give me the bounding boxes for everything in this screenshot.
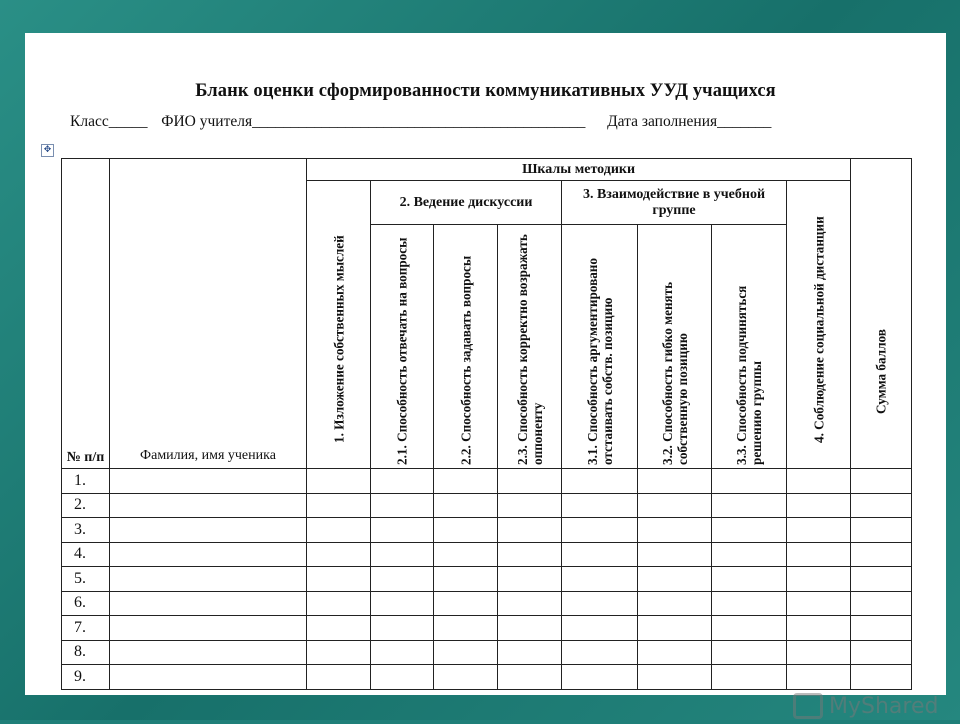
table-cell[interactable] [434, 591, 498, 616]
table-cell[interactable] [851, 591, 912, 616]
header-sum: Сумма баллов [851, 159, 912, 469]
table-cell[interactable] [562, 493, 638, 518]
table-row [62, 542, 912, 567]
table-cell[interactable] [638, 665, 712, 690]
table-cell[interactable] [371, 493, 434, 518]
table-cell[interactable] [307, 665, 371, 690]
table-cell[interactable] [371, 665, 434, 690]
table-cell[interactable] [110, 469, 307, 494]
header-col-4: 4. Соблюдение социальной дистанции [787, 181, 851, 469]
table-row [62, 518, 912, 543]
header-group-3: 3. Взаимодействие в учебной группе [562, 181, 787, 225]
table-cell[interactable] [638, 469, 712, 494]
table-cell[interactable] [851, 567, 912, 592]
header-student-name: Фамилия, имя ученика [110, 159, 307, 469]
table-cell[interactable] [434, 665, 498, 690]
table-cell[interactable] [787, 518, 851, 543]
table-cell[interactable] [851, 640, 912, 665]
teacher-field: ФИО учителя___________________________________________ [161, 113, 586, 130]
header-group-2: 2. Ведение дискуссии [371, 181, 562, 225]
row-number: 8. [62, 640, 110, 665]
table-row [62, 567, 912, 592]
table-cell[interactable] [307, 640, 371, 665]
table-cell[interactable] [307, 542, 371, 567]
table-cell[interactable] [434, 567, 498, 592]
date-field: Дата заполнения_______ [607, 113, 772, 130]
table-cell[interactable] [110, 591, 307, 616]
table-row [62, 469, 912, 494]
header-col-3-2: 3.2. Способность гибко менять собственную позицию [638, 225, 712, 469]
row-number: 6. [62, 591, 110, 616]
table-cell[interactable] [712, 493, 787, 518]
table-cell[interactable] [498, 493, 562, 518]
table-cell[interactable] [562, 665, 638, 690]
table-cell[interactable] [638, 616, 712, 641]
row-number: 9. [62, 665, 110, 690]
table-cell[interactable] [371, 567, 434, 592]
table-cell[interactable] [498, 542, 562, 567]
table-cell[interactable] [371, 591, 434, 616]
table-row [62, 665, 912, 690]
table-cell[interactable] [371, 518, 434, 543]
table-row [62, 591, 912, 616]
table-cell[interactable] [787, 469, 851, 494]
table-cell[interactable] [434, 469, 498, 494]
table-cell[interactable] [371, 542, 434, 567]
table-cell[interactable] [371, 469, 434, 494]
table-cell[interactable] [498, 518, 562, 543]
table-cell[interactable] [562, 542, 638, 567]
document-page [25, 33, 946, 719]
table-cell[interactable] [712, 616, 787, 641]
table-cell[interactable] [307, 518, 371, 543]
table-cell[interactable] [638, 591, 712, 616]
row-number: 7. [62, 616, 110, 641]
header-scales: Шкалы методики [307, 159, 851, 181]
table-cell[interactable] [434, 616, 498, 641]
table-cell[interactable] [498, 640, 562, 665]
table-cell[interactable] [562, 640, 638, 665]
table-cell[interactable] [498, 591, 562, 616]
table-cell[interactable] [851, 542, 912, 567]
class-field: Класс_____ [70, 113, 148, 130]
table-cell[interactable] [110, 640, 307, 665]
table-cell[interactable] [712, 518, 787, 543]
table-cell[interactable] [371, 616, 434, 641]
table-cell[interactable] [498, 469, 562, 494]
table-cell[interactable] [498, 616, 562, 641]
table-cell[interactable] [307, 493, 371, 518]
table-cell[interactable] [307, 616, 371, 641]
assessment-table [61, 158, 912, 690]
table-cell[interactable] [307, 567, 371, 592]
table-cell[interactable] [562, 469, 638, 494]
table-cell[interactable] [787, 493, 851, 518]
table-cell[interactable] [712, 591, 787, 616]
header-col-3-1: 3.1. Способность аргументировано отстаивать собств. позицию [562, 225, 638, 469]
table-cell[interactable] [851, 665, 912, 690]
table-cell[interactable] [110, 665, 307, 690]
table-cell[interactable] [562, 518, 638, 543]
row-number: 2. [62, 493, 110, 518]
header-number: № п/п [62, 159, 110, 469]
table-cell[interactable] [434, 493, 498, 518]
table-cell[interactable] [712, 542, 787, 567]
table-cell[interactable] [638, 640, 712, 665]
table-cell[interactable] [787, 616, 851, 641]
table-cell[interactable] [851, 469, 912, 494]
table-cell[interactable] [638, 518, 712, 543]
table-row [62, 640, 912, 665]
header-col-2-2: 2.2. Способность задавать вопросы [434, 225, 498, 469]
table-cell[interactable] [110, 493, 307, 518]
table-cell[interactable] [712, 640, 787, 665]
form-meta-line [70, 113, 930, 131]
table-cell[interactable] [787, 640, 851, 665]
table-cell[interactable] [638, 567, 712, 592]
row-number: 4. [62, 542, 110, 567]
table-cell[interactable] [787, 665, 851, 690]
table-cell[interactable] [110, 542, 307, 567]
table-cell[interactable] [371, 640, 434, 665]
row-number: 5. [62, 567, 110, 592]
table-cell[interactable] [434, 640, 498, 665]
table-cell[interactable] [498, 567, 562, 592]
table-cell[interactable] [562, 616, 638, 641]
table-cell[interactable] [307, 469, 371, 494]
watermark: MyShared [793, 688, 938, 724]
table-cell[interactable] [851, 616, 912, 641]
table-cell[interactable] [562, 567, 638, 592]
table-cell[interactable] [638, 493, 712, 518]
table-cell[interactable] [498, 665, 562, 690]
table-cell[interactable] [562, 591, 638, 616]
table-cell[interactable] [434, 542, 498, 567]
table-cell[interactable] [110, 518, 307, 543]
table-cell[interactable] [851, 518, 912, 543]
table-move-handle-icon[interactable]: ✥ [41, 144, 54, 157]
watermark-logo-icon [793, 693, 823, 719]
table-cell[interactable] [787, 591, 851, 616]
table-cell[interactable] [110, 567, 307, 592]
row-number: 3. [62, 518, 110, 543]
table-cell[interactable] [787, 567, 851, 592]
table-cell[interactable] [434, 518, 498, 543]
table-cell[interactable] [712, 665, 787, 690]
table-cell[interactable] [712, 567, 787, 592]
header-col-3-3: 3.3. Способность подчиняться решению группы [712, 225, 787, 469]
table-row [62, 493, 912, 518]
table-cell[interactable] [712, 469, 787, 494]
header-col-2-1: 2.1. Способность отвечать на вопросы [371, 225, 434, 469]
table-cell[interactable] [787, 542, 851, 567]
table-row [62, 616, 912, 641]
table-cell[interactable] [851, 493, 912, 518]
table-cell[interactable] [638, 542, 712, 567]
table-cell[interactable] [307, 591, 371, 616]
table-cell[interactable] [110, 616, 307, 641]
header-col-2-3: 2.3. Способность корректно возражать оппоненту [498, 225, 562, 469]
form-title: Бланк оценки сформированности коммуникативных УУД учащихся [195, 81, 776, 101]
header-col-1: 1. Изложение собственных мыслей [307, 181, 371, 469]
row-number: 1. [62, 469, 110, 494]
